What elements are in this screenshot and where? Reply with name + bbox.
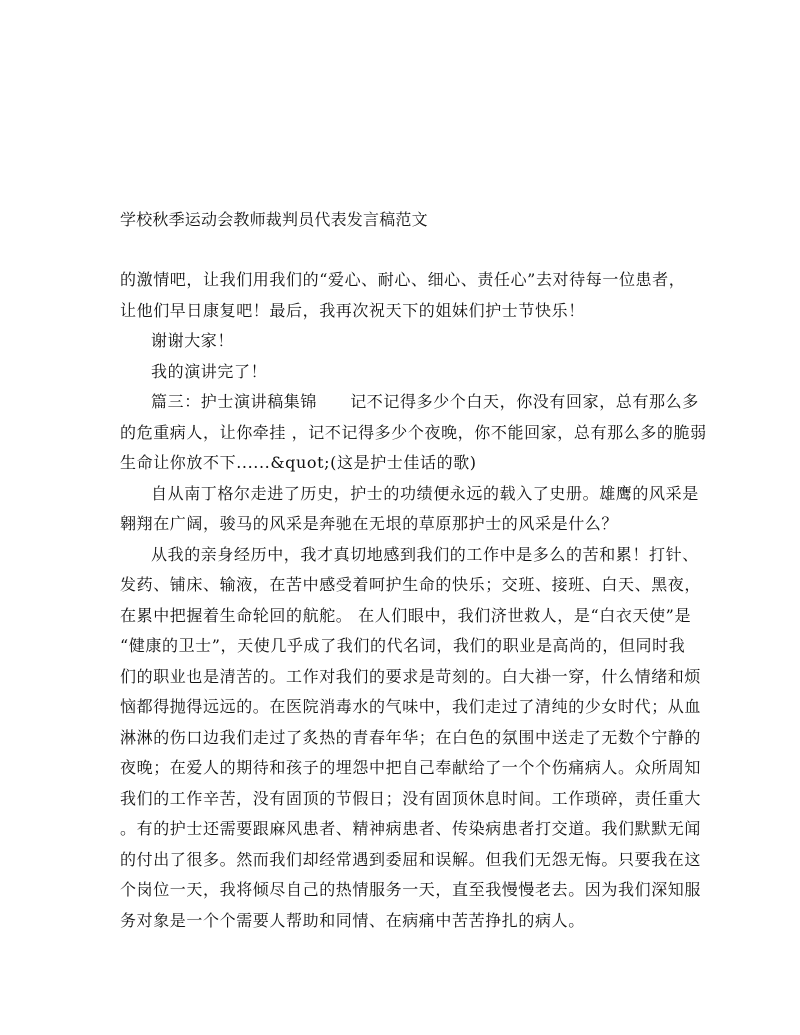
text-line: 谢谢大家！	[151, 331, 235, 350]
text-line: 发药、铺床、输液，在苦中感受着呵护生命的快乐；交班、接班、白天、黑夜，	[120, 575, 702, 594]
text-line: 。有的护士还需要跟麻风患者、精神病患者、传染病患者打交道。我们默默无闻	[120, 819, 702, 838]
text-line: “健康的卫士”，天使几乎成了我们的代名词，我们的职业是高尚的，但同时我	[120, 636, 686, 655]
text-line: 务对象是一个个需要人帮助和同情、在病痛中苦苦挣扎的病人。	[120, 910, 585, 930]
text-line: 个岗位一天，我将倾尽自己的热情服务一天，直至我慢慢老去。因为我们深知服	[120, 880, 702, 899]
text-line: 的危重病人，让你牵挂 ，记不记得多少个夜晚，你不能回家，总有那么多的脆弱	[120, 422, 707, 442]
text-line: 让他们早日康复吧！最后，我再次祝天下的姐妹们护士节快乐！	[120, 300, 585, 320]
text-line: 自从南丁格尔走进了历史，护士的功绩便永远的载入了史册。雄鹰的风采是	[151, 483, 699, 503]
text-line: 翱翔在广阔，骏马的风采是奔驰在无垠的草原那护士的风采是什么？	[120, 514, 619, 533]
document-body	[120, 265, 707, 936]
text-line: 的付出了很多。然而我们却经常遇到委屈和误解。但我们无怨无悔。只要我在这	[120, 849, 702, 869]
text-line: 我们的工作辛苦，没有固顶的节假日；没有固顶休息时间。工作琐碎，责任重大	[120, 788, 702, 808]
text-line: 夜晚；在爱人的期待和孩子的埋怨中把自己奉献给了一个个伤痛病人。众所周知	[120, 758, 702, 777]
text-line: 们的职业也是清苦的。工作对我们的要求是苛刻的。白大褂一穿，什么情绪和烦	[120, 666, 702, 686]
text-line: 从我的亲身经历中，我才真切地感到我们的工作中是多么的苦和累！打针、	[151, 544, 699, 564]
document-title: 学校秋季运动会教师裁判员代表发言稿范文	[120, 210, 428, 229]
text-line: 生命让你放不下......&quot;(这是护士佳话的歌)	[120, 453, 477, 472]
text-line: 篇三：护士演讲稿集锦 记不记得多少个白天，你没有回家，总有那么多	[151, 392, 699, 411]
text-line: 恼都得抛得远远的。在医院消毒水的气味中，我们走过了清纯的少女时代；从血	[120, 697, 702, 716]
text-line: 在累中把握着生命轮回的航舵。 在人们眼中，我们济世救人，是“白衣天使”是	[120, 605, 692, 625]
text-line: 淋淋的伤口边我们走过了炙热的青春年华；在白色的氛围中送走了无数个宁静的	[120, 727, 702, 747]
text-line: 的激情吧，让我们用我们的“爱心、耐心、细心、责任心”去对待每一位患者，	[120, 270, 686, 289]
text-line: 我的演讲完了！	[151, 361, 268, 381]
